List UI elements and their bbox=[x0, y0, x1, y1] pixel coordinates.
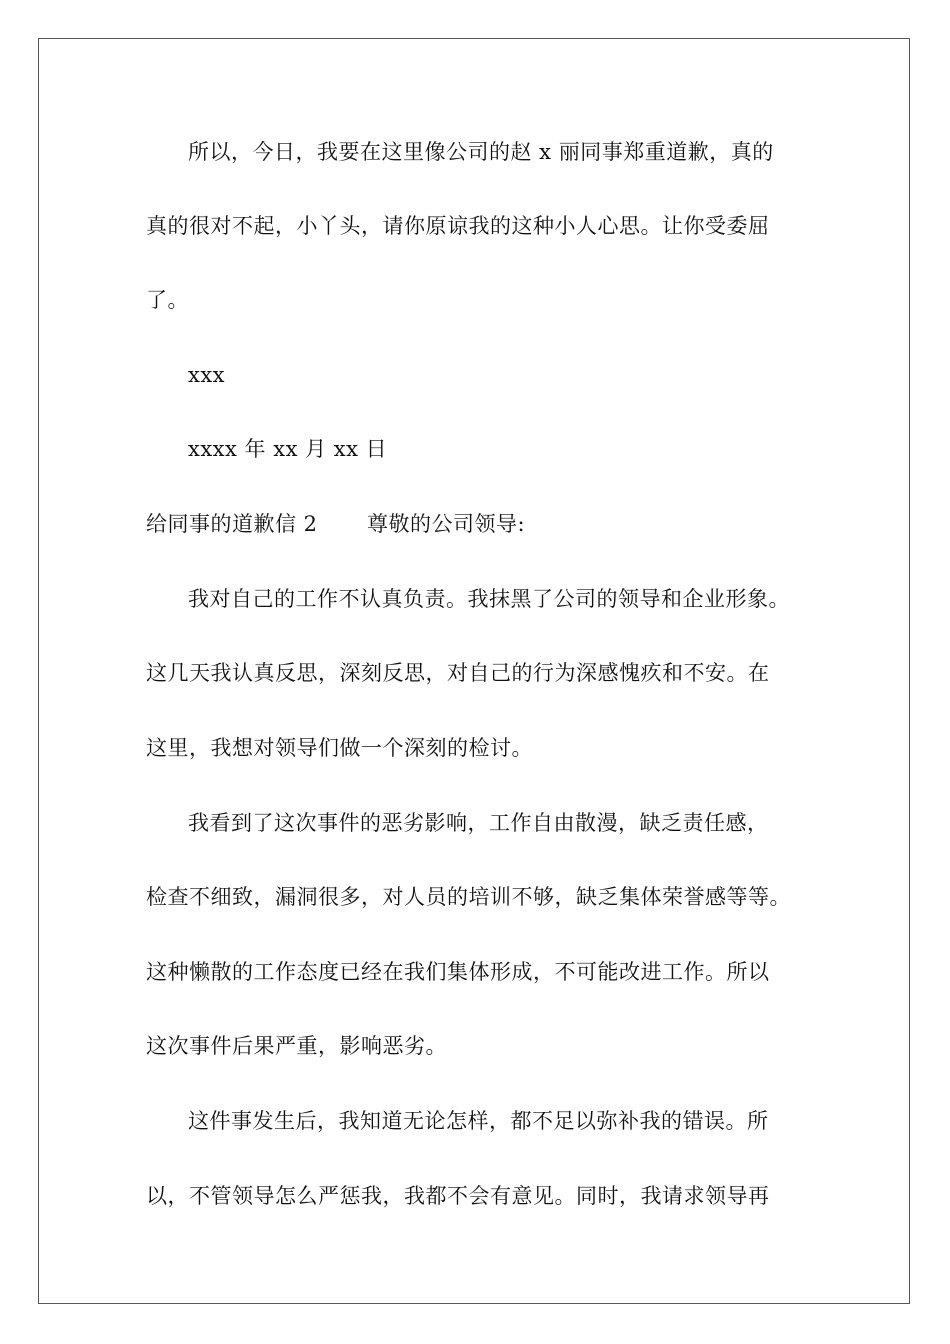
letter-salutation: 尊敬的公司领导: bbox=[367, 512, 526, 536]
letter-title: 给同事的道歉信 2 bbox=[146, 512, 318, 536]
paragraph-line-11: 这件事发生后，我知道无论怎样，都不足以弥补我的错误。所 bbox=[188, 1109, 769, 1133]
paragraph-line-9: 这种懒散的工作态度已经在我们集体形成，不可能改进工作。所以 bbox=[146, 960, 770, 984]
paragraph-line-10: 这次事件后果严重，影响恶劣。 bbox=[146, 1034, 447, 1058]
signature-date: xxxx 年 xx 月 xx 日 bbox=[188, 437, 388, 461]
paragraph-line-5: 这几天我认真反思，深刻反思，对自己的行为深感愧疚和不安。在 bbox=[146, 661, 770, 685]
paragraph-line-8: 检查不细致，漏洞很多，对人员的培训不够，缺乏集体荣誉感等等。 bbox=[146, 885, 791, 909]
signature-name: xxx bbox=[188, 363, 226, 387]
paragraph-line-2: 真的很对不起，小丫头，请你原谅我的这种小人心思。让你受委屈 bbox=[146, 214, 770, 238]
paragraph-line-4: 我对自己的工作不认真负责。我抹黑了公司的领导和企业形象。 bbox=[188, 587, 790, 611]
paragraph-line-3: 了。 bbox=[146, 288, 189, 312]
paragraph-line-6: 这里，我想对领导们做一个深刻的检讨。 bbox=[146, 736, 533, 760]
paragraph-line-1: 所以，今日，我要在这里像公司的赵 x 丽同事郑重道歉，真的 bbox=[188, 140, 774, 164]
paragraph-line-7: 我看到了这次事件的恶劣影响，工作自由散漫，缺乏责任感， bbox=[188, 811, 769, 835]
paragraph-line-12: 以，不管领导怎么严惩我，我都不会有意见。同时，我请求领导再 bbox=[146, 1184, 770, 1208]
